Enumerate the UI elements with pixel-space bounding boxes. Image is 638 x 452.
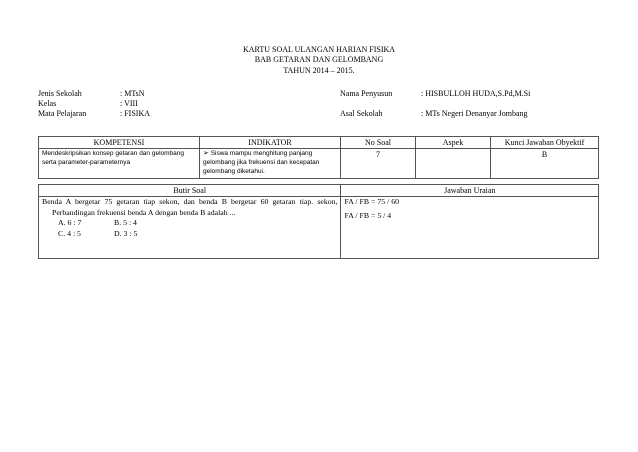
mata-pelajaran-value: : FISIKA	[120, 109, 151, 118]
kompetensi-cell: Mendeskripsikan konsep getaran dan gelombang serta parameter-parameternya	[39, 149, 200, 179]
answer-line-1: FA / FB = 75 / 60	[344, 197, 399, 206]
indikator-text: Siswa mampu menghitung panjang gelombang jika frekuensi dan kecepatan gelombang diketahui.	[203, 150, 320, 175]
header-no-soal: No Soal	[341, 137, 416, 149]
header-indikator: INDIKATOR	[200, 137, 341, 149]
nama-penyusun-value: : HISBULLOH HUDA,S.Pd,M.Si	[421, 89, 531, 98]
header-kunci-jawaban: Kunci Jawaban Obyektif	[491, 137, 599, 149]
kompetensi-table	[38, 136, 599, 179]
kelas-label: Kelas	[38, 99, 57, 108]
kelas-value: : VIII	[120, 99, 138, 108]
options-row-2	[42, 229, 337, 240]
arrow-bullet-icon: ➢	[203, 150, 209, 157]
butir-soal-cell	[39, 197, 341, 259]
jenis-sekolah-label: Jenis Sekolah	[38, 89, 82, 98]
header-aspek: Aspek	[416, 137, 491, 149]
butir-soal-table	[38, 184, 599, 259]
title-line-3: TAHUN 2014 – 2015.	[283, 66, 355, 75]
header-butir-soal: Butir Soal	[39, 185, 341, 197]
option-a: A. 6 : 7	[58, 218, 82, 227]
answer-line-2: FA / FB = 5 / 4	[344, 210, 392, 220]
title-line-1: KARTU SOAL ULANGAN HARIAN FISIKA	[242, 45, 396, 54]
asal-sekolah-label: Asal Sekolah	[340, 109, 383, 118]
jenis-sekolah-value: : MTsN	[120, 89, 145, 98]
option-b: B. 5 : 4	[114, 218, 137, 227]
no-soal-cell: 7	[341, 149, 416, 179]
title-line-2: BAB GETARAN DAN GELOMBANG	[254, 55, 384, 64]
mata-pelajaran-label: Mata Pelajaran	[38, 109, 87, 118]
aspek-cell	[416, 149, 491, 179]
asal-sekolah-value: : MTs Negeri Denanyar Jombang	[421, 109, 528, 118]
option-d: D. 3 : 5	[114, 228, 138, 238]
option-c: C. 4 : 5	[58, 228, 81, 238]
options-row-1	[42, 218, 337, 229]
header-jawaban-uraian: Jawaban Uraian	[341, 185, 599, 197]
header-kompetensi: KOMPETENSI	[39, 137, 200, 149]
indikator-cell	[200, 149, 341, 179]
jawaban-uraian-cell	[341, 197, 599, 259]
question-text: Benda A bergetar 75 getaran tiap sekon, dan benda B bergetar 60 getaran tiap. sekon, Perbandingan frekuensi benda A dengan benda B adalah ...	[42, 197, 338, 217]
nama-penyusun-label: Nama Penyusun	[340, 89, 393, 98]
kunci-jawaban-cell: B	[491, 149, 599, 179]
